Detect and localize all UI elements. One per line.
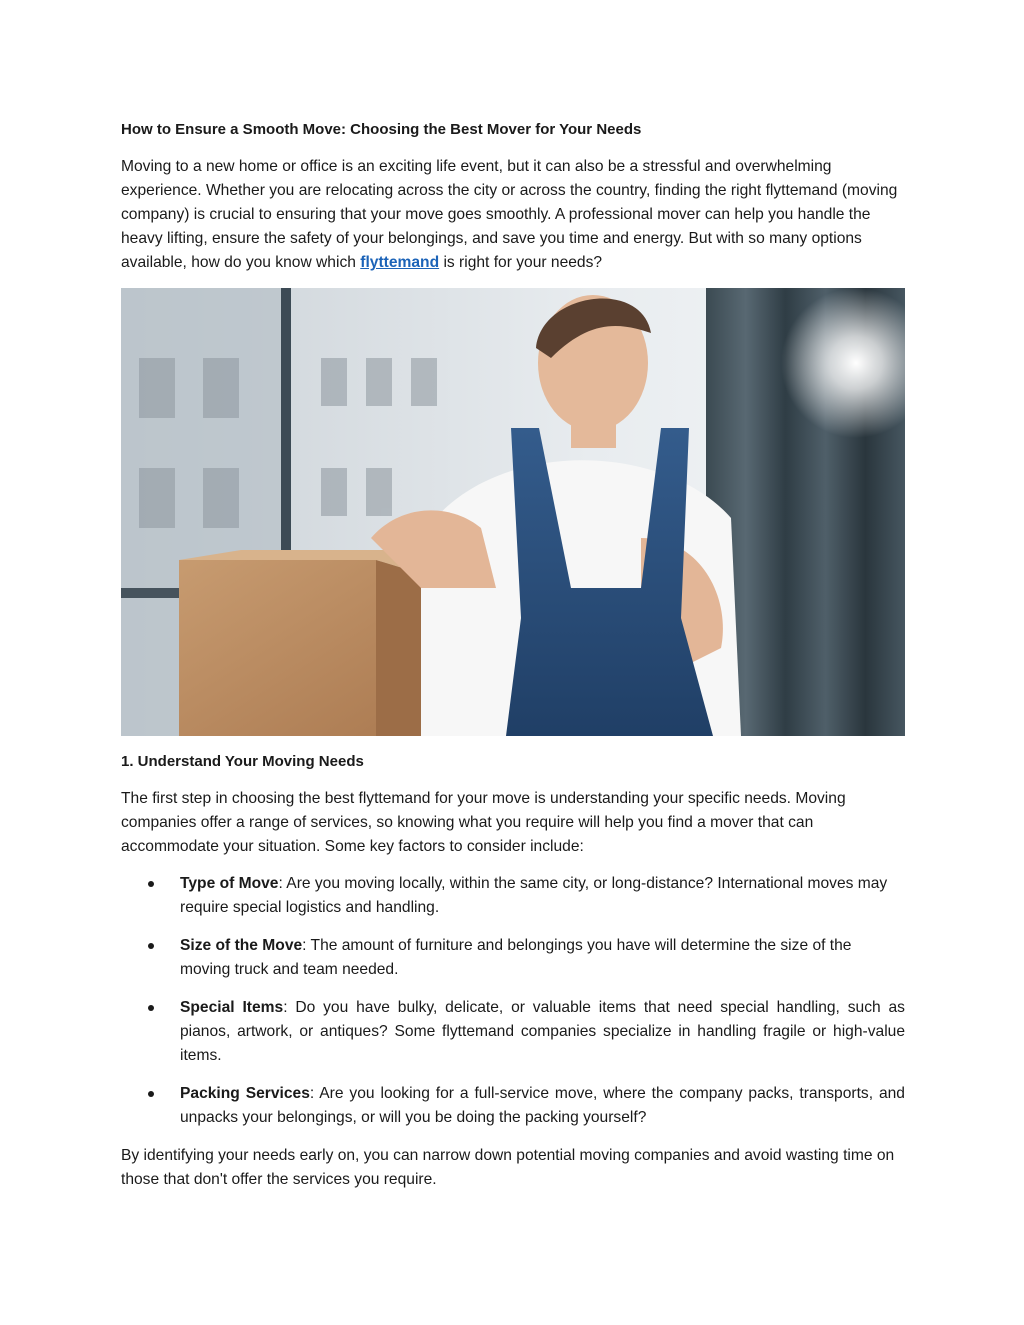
section1-closing-paragraph: By identifying your needs early on, you can narrow down potential moving companies and avoid wasting time on those that don't offer the services you require. [121,1147,895,1188]
bullet-dot-icon [148,1091,154,1097]
bullet-dot-icon [148,1005,154,1011]
list-item [121,1082,905,1130]
bullet-dot-icon [148,943,154,949]
bullet-text: : The amount of furniture and belongings you have will determine the size of the moving truck and team needed. [180,937,852,978]
list-item [121,996,905,1068]
flyttemand-link[interactable]: flyttemand [360,254,440,271]
bullet-term: Size of the Move [180,937,303,954]
document-page [121,118,905,1192]
intro-paragraph [121,155,905,275]
intro-text-after-link: is right for your needs? [439,254,603,271]
bullet-text: : Are you moving locally, within the same city, or long-distance? International moves may require special logistics and handling. [180,875,888,916]
mover-with-box-photo [121,288,905,736]
bullet-term: Packing Services [180,1085,310,1102]
intro-text-before-link: Moving to a new home or office is an exciting life event, but it can also be a stressful and overwhelming experience. Whether you are relocating across the city or across the country, finding the right flyttemand (moving company) is crucial to ensuring that your move goes smoothly. A professional mover can help you handle the heavy lifting, ensure the safety of your belongings, and save you time and energy. But with so many options available, how do you know which [121,158,898,271]
list-item [121,872,905,920]
section1-lead-paragraph: The first step in choosing the best flyttemand for your move is understanding your specific needs. Moving companies offer a range of services, so knowing what you require will help you find a mover that can accommodate your situation. Some key factors to consider include: [121,790,846,855]
moving-needs-list [121,872,905,1130]
section-heading-understand-needs: 1. Understand Your Moving Needs [121,753,364,770]
bullet-term: Type of Move [180,875,279,892]
document-title: How to Ensure a Smooth Move: Choosing the Best Mover for Your Needs [121,121,642,138]
bullet-text: : Do you have bulky, delicate, or valuable items that need special handling, such as pianos, artwork, or antiques? Some flyttemand companies specialize in handling fragile or high-value items. [180,999,905,1064]
bullet-text: : Are you looking for a full-service move, where the company packs, transports, and unpacks your belongings, or will you be doing the packing yourself? [180,1085,905,1126]
bullet-dot-icon [148,881,154,887]
bullet-term: Special Items [180,999,284,1016]
list-item [121,934,905,982]
